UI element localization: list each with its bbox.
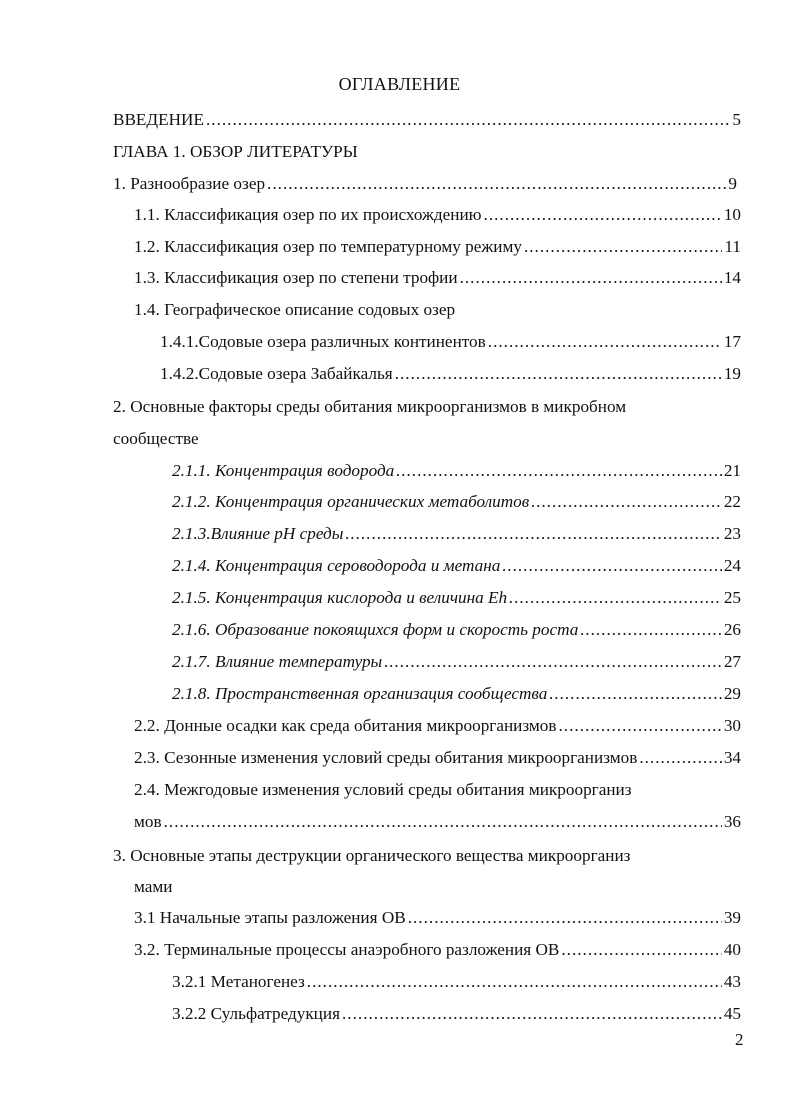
toc-entry-title: 1.2. Классификация озер по температурному режиму [134, 237, 522, 256]
toc-entry[interactable] [172, 1002, 741, 1026]
leader-dots [206, 108, 730, 132]
leader-dots [502, 554, 721, 578]
toc-entry-title: 2.1.6. Образование покоящихся форм и скорость роста [172, 620, 579, 639]
toc-entry-title: 2.1.2. Концентрация органических метаболитов [172, 492, 530, 511]
toc-entry[interactable] [172, 618, 741, 642]
toc-entry[interactable] [172, 522, 741, 546]
toc-entry[interactable] [172, 586, 741, 610]
toc-entry-title: ВВЕДЕНИЕ [113, 110, 204, 129]
page-number: 2 [735, 1030, 744, 1049]
toc-section-heading: 2. Основные факторы среды обитания микроорганизмов в микробном [113, 397, 627, 416]
leader-dots [531, 490, 722, 514]
toc-entry[interactable] [134, 746, 741, 770]
leader-dots [342, 1002, 722, 1026]
toc-entry-title: 2.1.8. Пространственная организация сообщества [172, 684, 548, 703]
toc-entry-page: 40 [723, 940, 741, 959]
toc-entry-title: 2.1.1. Концентрация водорода [172, 461, 395, 480]
toc-entry[interactable] [134, 235, 741, 259]
leader-dots [396, 459, 722, 483]
toc-entry-title: 3.2.2 Сульфатредукция [172, 1004, 340, 1023]
toc-entry-page: 22 [723, 492, 741, 511]
toc-entry-page: 17 [723, 332, 741, 351]
leader-dots [639, 746, 721, 770]
toc-entry-page: 10 [723, 205, 741, 224]
toc-entry-title: 1.4.1.Содовые озера различных континентов [160, 332, 486, 351]
toc-chapter-heading: ГЛАВА 1. ОБЗОР ЛИТЕРАТУРЫ [113, 142, 358, 161]
leader-dots [345, 522, 721, 546]
toc-entry[interactable] [134, 714, 741, 738]
toc-entry[interactable] [172, 490, 741, 514]
toc-section-heading: 1.4. Географическое описание содовых озер [134, 300, 456, 319]
toc-entry-page: 30 [723, 716, 741, 735]
toc-entry[interactable] [172, 554, 741, 578]
toc-entry-title: 2.1.4. Концентрация сероводорода и метана [172, 556, 501, 575]
toc-entry-title: 1.1. Классификация озер по их происхождению [134, 205, 482, 224]
toc-entry[interactable] [172, 459, 741, 483]
toc-entry-page: 45 [723, 1004, 741, 1023]
toc-entry-title: 2.2. Донные осадки как среда обитания микроорганизмов [134, 716, 557, 735]
leader-dots [267, 172, 726, 196]
toc-entry[interactable] [172, 682, 741, 706]
toc-entry-title: 2.1.7. Влияние температуры [172, 652, 383, 671]
leader-dots [164, 810, 722, 834]
toc-entry[interactable] [134, 938, 741, 962]
toc-section-heading-cont: мами [134, 877, 173, 896]
toc-entry-page: 26 [723, 620, 741, 639]
leader-dots [561, 938, 721, 962]
toc-section-heading: 3. Основные этапы деструкции органического вещества микроорганиз [113, 846, 631, 865]
toc-entry-intro[interactable] [113, 108, 741, 132]
toc-entry-page: 24 [723, 556, 741, 575]
toc-entry[interactable] [113, 172, 737, 196]
toc-entry-title: 3.2. Терминальные процессы анаэробного разложения ОВ [134, 940, 560, 959]
toc-entry[interactable] [134, 266, 741, 290]
leader-dots [580, 618, 721, 642]
toc-entry-title: 2.3. Сезонные изменения условий среды обитания микроорганизмов [134, 748, 638, 767]
leader-dots [484, 203, 722, 227]
toc-entry-title: 1. Разнообразие озер [113, 174, 266, 193]
leader-dots [549, 682, 721, 706]
toc-entry[interactable] [160, 362, 741, 386]
toc-entry[interactable] [134, 810, 741, 834]
toc-entry-page: 39 [723, 908, 741, 927]
toc-entry[interactable] [172, 970, 741, 994]
leader-dots [408, 906, 722, 930]
leader-dots [488, 330, 722, 354]
toc-entry-page: 21 [723, 461, 741, 480]
toc-entry-title: мов [134, 812, 162, 831]
toc-entry-page: 5 [732, 110, 741, 129]
toc-entry-title: 2.1.5. Концентрация кислорода и величина Eh [172, 588, 508, 607]
toc-entry[interactable] [160, 330, 741, 354]
toc-entry-title: 2.1.3.Влияние pH среды [172, 524, 344, 543]
leader-dots [509, 586, 722, 610]
toc-entry-page: 34 [723, 748, 741, 767]
leader-dots [524, 235, 723, 259]
toc-entry-page: 11 [724, 237, 741, 256]
toc-entry-page: 25 [723, 588, 741, 607]
toc-entry-page: 9 [728, 174, 737, 193]
toc-entry-page: 43 [723, 972, 741, 991]
toc-entry-page: 23 [723, 524, 741, 543]
toc-entry-page: 27 [723, 652, 741, 671]
toc-entry[interactable] [172, 650, 741, 674]
toc-section-heading-cont: сообществе [113, 429, 199, 448]
toc-entry-page: 36 [723, 812, 741, 831]
toc-entry-page: 14 [723, 268, 741, 287]
toc-entry[interactable] [134, 203, 741, 227]
toc-entry[interactable] [134, 906, 741, 930]
page-title: ОГЛАВЛЕНИЕ [338, 74, 461, 94]
toc-section-heading: 2.4. Межгодовые изменения условий среды обитания микроорганиз [134, 780, 632, 799]
leader-dots [395, 362, 722, 386]
toc-entry-title: 1.4.2.Содовые озера Забайкалья [160, 364, 393, 383]
toc-entry-title: 3.2.1 Метаногенез [172, 972, 305, 991]
toc-entry-page: 19 [723, 364, 741, 383]
toc-entry-page: 29 [723, 684, 741, 703]
toc-entry-title: 3.1 Начальные этапы разложения ОВ [134, 908, 406, 927]
leader-dots [559, 714, 722, 738]
toc-entry-title: 1.3. Классификация озер по степени трофии [134, 268, 458, 287]
leader-dots [460, 266, 722, 290]
leader-dots [307, 970, 722, 994]
leader-dots [384, 650, 722, 674]
